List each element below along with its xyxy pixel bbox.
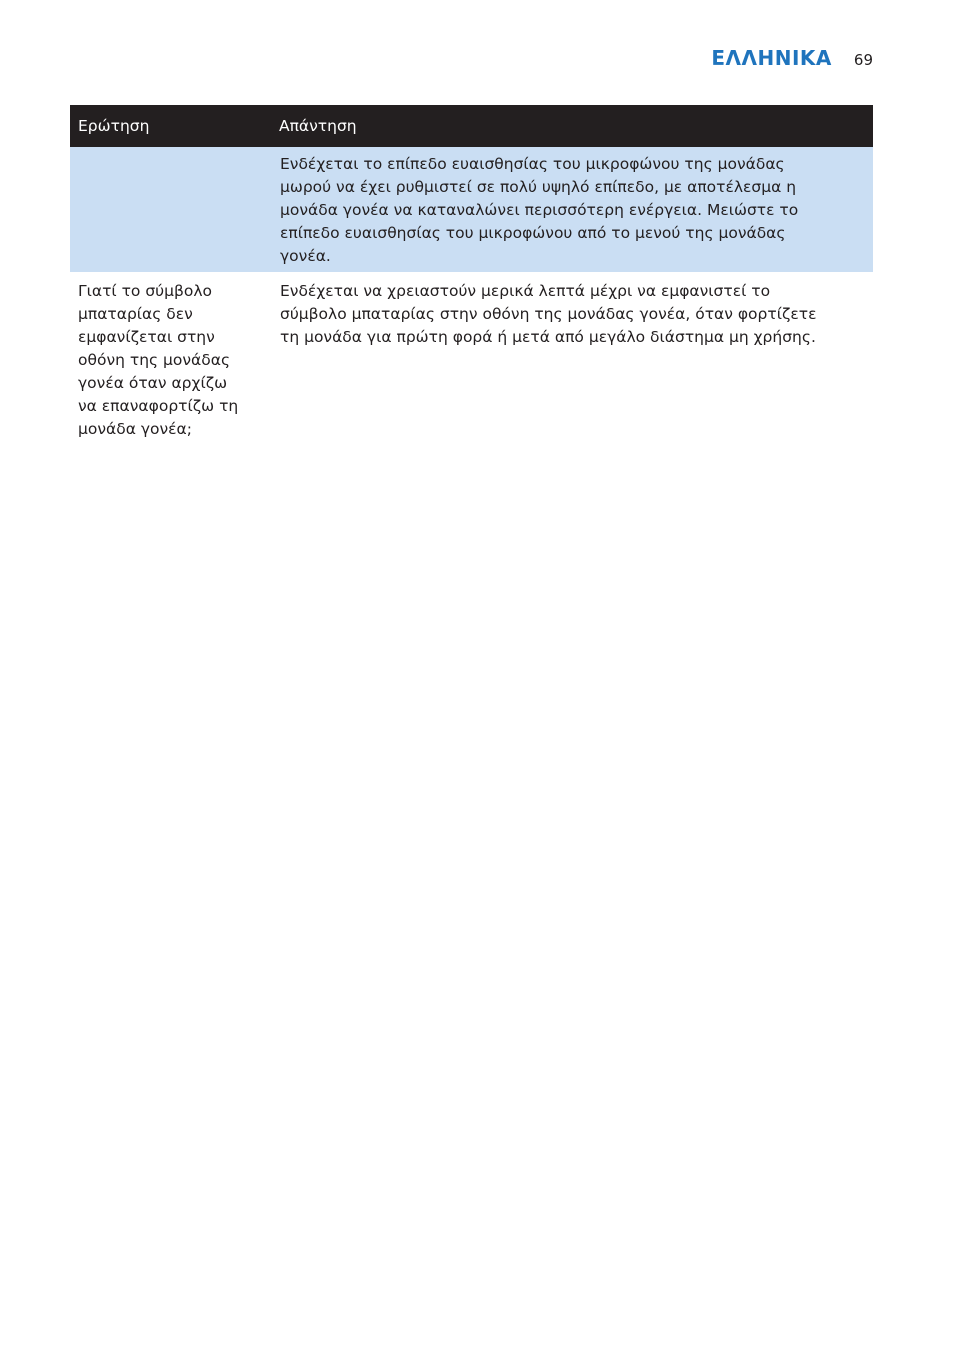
language-title: ΕΛΛΗΝΙΚΑ xyxy=(711,46,832,70)
column-header-question: Ερώτηση xyxy=(70,105,271,147)
table-row xyxy=(70,147,873,272)
answer-cell: Ενδέχεται να χρειαστούν μερικά λεπτά μέχρι να εμφανιστεί το σύμβολο μπαταρίας στην οθόνη της μονάδας γονέα, όταν φορτίζετε τη μονάδα για πρώτη φορά ή μετά από μεγάλο διάστημα μη χρήσης. xyxy=(271,272,873,445)
question-cell: Γιατί το σύμβολο μπαταρίας δεν εμφανίζεται στην οθόνη της μονάδας γονέα όταν αρχίζω να επαναφορτίζω τη μονάδα γονέα; xyxy=(70,272,271,445)
answer-cell: Ενδέχεται το επίπεδο ευαισθησίας του μικροφώνου της μονάδας μωρού να έχει ρυθμιστεί σε πολύ υψηλό επίπεδο, με αποτέλεσμα η μονάδα γονέα να καταναλώνει περισσότερη ενέργεια. Μειώστε το επίπεδο ευαισθησίας του μικροφώνου από το μενού της μονάδας γονέα. xyxy=(271,147,873,272)
question-cell xyxy=(70,147,271,272)
table-header-row xyxy=(70,105,873,147)
faq-table xyxy=(70,105,873,445)
table-row xyxy=(70,272,873,445)
column-header-answer: Απάντηση xyxy=(271,105,873,147)
page-number: 69 xyxy=(853,51,873,69)
page-header xyxy=(711,46,873,70)
